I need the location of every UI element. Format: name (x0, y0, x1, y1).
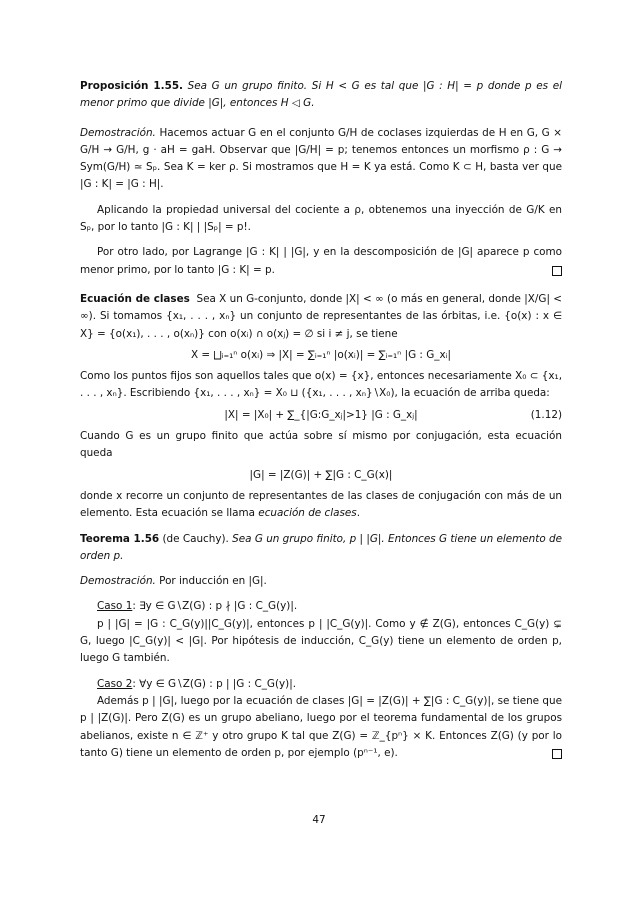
proposition-label: Proposición 1.55. (80, 80, 183, 92)
theorem-1-56 (80, 531, 562, 566)
class-equation-text: Sea X un G-conjunto, donde |X| < ∞ (o más en general, donde |X/G| < ∞). Si tomamos {x₁, . . . , xₙ} un conjunto de representantes de las órbitas, i.e. {o(x) : x ∈ X} = {o(x₁), . . . , o(xₙ)} con o(xᵢ) ∩ o(xⱼ) = ∅ si i ≠ j, se tiene (80, 292, 562, 340)
proof-2-text: Por inducción en |G|. (159, 575, 267, 588)
class-equation-definition (80, 488, 562, 523)
class-equation-definition-text: donde x recorre un conjunto de representantes de las clases de conjugación con más de un elemento. Esta ecuación se llama (80, 489, 562, 520)
case-2-condition: : ∀y ∈ G∖Z(G) : p | |G : C_G(y)|. (132, 677, 297, 690)
class-equation-formula-text: |X| = |X₀| + ∑_{|G:G_xⱼ|>1} |G : G_xⱼ| (224, 408, 418, 421)
case-1-text: p | |G| = |G : C_G(y)||C_G(y)|, entonces p | |C_G(y)|. Como y ∉ Z(G), entonces C_G(y) ⊊ G, luego |C_G(y)| < |G|. Por hipótesis de inducción, C_G(y) tiene un elemento de orden p, luego G también. (80, 617, 562, 665)
class-equation-definition-end: . (356, 507, 360, 520)
page-number: 47 (312, 814, 326, 826)
theorem-attribution: (de Cauchy). (162, 532, 229, 545)
proof-label: Demostración. (80, 126, 156, 139)
equation-number: (1.12) (530, 408, 562, 421)
orbit-decomposition-formula: X = ⨆ᵢ₌₁ⁿ o(xᵢ) ⇒ |X| = ∑ᵢ₌₁ⁿ |o(xᵢ)| = ∑ᵢ₌₁ⁿ |G : G_xᵢ| (190, 348, 451, 361)
proof-2-label: Demostración. (80, 575, 156, 588)
proof-1-paragraph-2: Aplicando la propiedad universal del cociente a ρ, obtenemos una inyección de G/K en Sₚ, por lo tanto |G : K| | |Sₚ| = p!. (80, 203, 562, 234)
class-equation-heading: Ecuación de clases (80, 292, 190, 305)
conjugation-class-equation: |G| = |Z(G)| + ∑|G : C_G(x)| (249, 468, 393, 481)
case-1-heading (80, 598, 562, 615)
qed-square-icon (552, 266, 562, 276)
case-2-text: Además p | |G|, luego por la ecuación de clases |G| = |Z(G)| + ∑|G : C_G(y)|, se tiene que p | |Z(G)|. Pero Z(G) es un grupo abeliano, luego por el teorema fundamental de los grupos abelianos, existe n ∈ ℤ⁺ y otro grupo K tal que Z(G) = ℤ_{pⁿ} × K. Entonces Z(G) (y por lo tanto G) tiene un elemento de orden p, por ejemplo (pⁿ⁻¹, e). (80, 694, 562, 759)
proposition-text: Sea G un grupo finito. Si H < G es tal que |G : H| = p donde p es el menor primo que divide |G|, entonces H ◁ G. (80, 80, 562, 110)
proof-1-paragraph-3 (80, 244, 562, 279)
case-2-label: Caso 2 (97, 677, 133, 690)
case-1-condition: : ∃y ∈ G∖Z(G) : p ∤ |G : C_G(y)|. (132, 600, 298, 613)
theorem-text: Sea G un grupo finito, p | |G|. Entonces G tiene un elemento de orden p. (80, 532, 562, 562)
proof-1-paragraph-3-text: Por otro lado, por Lagrange |G : K| | |G|, y en la descomposición de |G| aparece p como menor primo, por lo tanto |G : K| = p. (80, 246, 562, 276)
qed-square-icon (552, 749, 562, 759)
page-body (80, 78, 562, 762)
conjugation-paragraph: Cuando G es un grupo finito que actúa sobre sí mismo por conjugación, esta ecuación queda (80, 430, 562, 460)
theorem-label: Teorema 1.56 (80, 532, 160, 545)
class-equation-intro (80, 291, 562, 343)
case-2-heading (80, 676, 562, 693)
case-2-paragraph (80, 693, 562, 762)
proof-text: Hacemos actuar G en el conjunto G/H de coclases izquierdas de H en G, G × G/H → G/H, g · aH = gaH. Observar que |G/H| = p; tenemos entonces un morfismo ρ : G → Sym(G/H) ≃ Sₚ. Sea K = ker ρ. Si mostramos que H = K ya está. Como K ⊂ H, basta ver que |G : K| = |G : H|. (80, 126, 562, 191)
proposition-1-55 (80, 78, 562, 113)
proof-1 (80, 125, 562, 194)
proof-2 (80, 573, 562, 590)
fixed-points-paragraph: Como los puntos fijos son aquellos tales que o(x) = {x}, entonces necesariamente X₀ ⊂ {x₁, . . . , xₙ}. Escribiendo {x₁, . . . , xₙ} = X₀ ⊔ ({x₁, . . . , xₙ}∖X₀), la ecuación de arriba queda: (80, 370, 562, 400)
class-equation-term: ecuación de clases (258, 507, 357, 520)
case-1-label: Caso 1 (97, 600, 133, 613)
class-equation-formula (80, 407, 562, 424)
